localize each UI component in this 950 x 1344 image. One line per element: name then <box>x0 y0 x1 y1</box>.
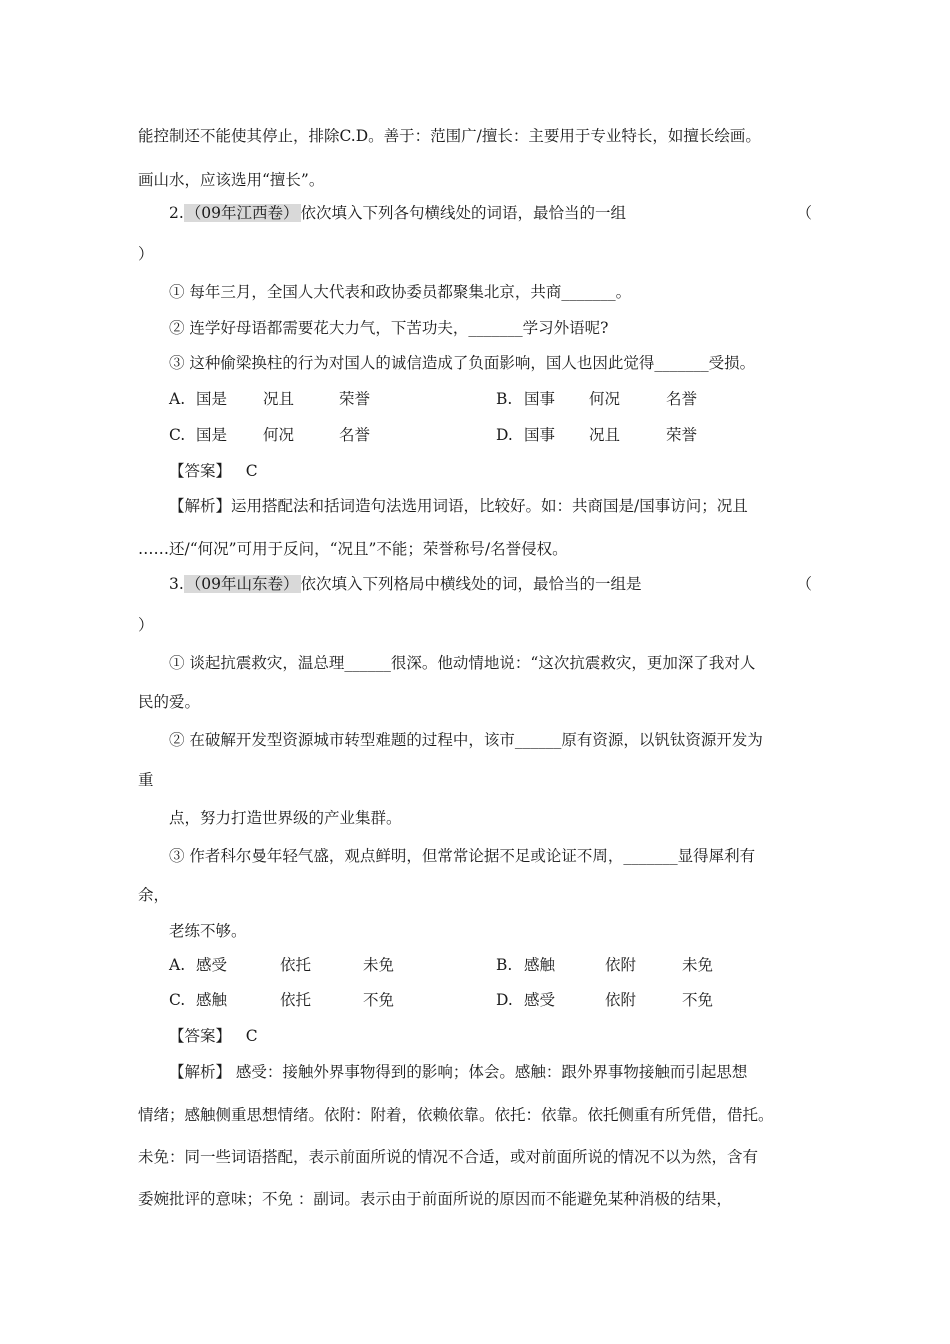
option-word: 荣誉 <box>339 390 371 408</box>
sentence-1-cont: 民的爱。 <box>138 693 201 711</box>
question-text: 依次填入下列格局中横线处的词，最恰当的一组是 <box>300 575 642 593</box>
options-row <box>169 424 769 446</box>
option-word: 何况 <box>263 426 295 444</box>
text-line: 能控制还不能使其停止，排除C.D。善于：范围广/擅长：主要用于专业特长，如擅长绘画。 <box>138 127 761 145</box>
option-word: 感触 <box>524 956 556 974</box>
answer-paren-close: ） <box>138 616 154 634</box>
sentence-3: ③ 作者科尔曼年轻气盛，观点鲜明，但常常论据不足或论证不周，_______显得犀利有 <box>169 847 756 865</box>
analysis-line: 未免：同一些词语搭配，表示前面所说的情况不合适，或对前面所说的情况不以为然，含有 <box>138 1148 759 1166</box>
option-word: 感受 <box>524 991 556 1009</box>
option-word: 依附 <box>605 991 637 1009</box>
analysis-line: 【解析】运用搭配法和括词造句法选用词语，比较好。如：共商国是/国事访问；况且 <box>169 497 748 515</box>
sentence-3-cont: 余， <box>138 886 170 904</box>
option-word: 不免 <box>363 991 395 1009</box>
option-word: 感受 <box>196 956 228 974</box>
question-source: （09年山东卷） <box>185 575 299 593</box>
question-text: 依次填入下列各句横线处的词语，最恰当的一组 <box>300 204 627 222</box>
sentence-3-cont: 老练不够。 <box>169 922 247 940</box>
option-label: C. <box>169 426 186 444</box>
sentence-1: ① 每年三月，全国人大代表和政协委员都聚集北京，共商_______。 <box>169 283 632 301</box>
question-number: 2. <box>169 204 184 222</box>
answer-value: C <box>245 1027 258 1045</box>
option-word: 国是 <box>196 426 228 444</box>
answer-paren-open: （ <box>796 575 812 593</box>
answer-paren-close: ） <box>138 245 154 263</box>
sentence-2-cont: 点，努力打造世界级的产业集群。 <box>169 809 402 827</box>
option-word: 况且 <box>263 390 295 408</box>
answer-label: 【答案】 <box>169 1027 232 1045</box>
answer-line <box>169 1025 258 1047</box>
analysis-line: 【解析】 感受：接触外界事物得到的影响；体会。感触：跟外界事物接触而引起思想 <box>169 1063 748 1081</box>
analysis-line: 情绪；感触侧重思想情绪。依附：附着，依赖依靠。依托：依靠。依托侧重有所凭借，借托。 <box>138 1106 774 1124</box>
answer-line <box>169 460 258 482</box>
option-word: 况且 <box>589 426 621 444</box>
option-label: D. <box>496 426 513 444</box>
option-word: 不免 <box>682 991 714 1009</box>
options-row <box>169 989 769 1011</box>
question-3-stem <box>169 573 812 595</box>
question-source: （09年江西卷） <box>185 204 299 222</box>
option-word: 名誉 <box>339 426 371 444</box>
option-label: D. <box>496 991 513 1009</box>
option-word: 国事 <box>524 426 556 444</box>
option-word: 依托 <box>280 991 312 1009</box>
option-label: C. <box>169 991 186 1009</box>
option-word: 荣誉 <box>666 426 698 444</box>
analysis-line: ……还/“何况”可用于反问，“况且”不能；荣誉称号/名誉侵权。 <box>138 540 568 558</box>
sentence-2: ② 连学好母语都需要花大力气，下苦功夫，_______学习外语呢? <box>169 319 609 337</box>
option-word: 国事 <box>524 390 556 408</box>
sentence-3: ③ 这种偷梁换柱的行为对国人的诚信造成了负面影响，国人也因此觉得_______受损。 <box>169 354 756 372</box>
answer-value: C <box>245 462 258 480</box>
options-row <box>169 954 769 976</box>
option-word: 名誉 <box>666 390 698 408</box>
options-row <box>169 388 769 410</box>
option-word: 国是 <box>196 390 228 408</box>
answer-label: 【答案】 <box>169 462 232 480</box>
option-label: B. <box>496 390 513 408</box>
sentence-2-cont: 重 <box>138 771 154 789</box>
answer-paren-open: （ <box>796 204 812 222</box>
option-label: B. <box>496 956 513 974</box>
option-word: 未免 <box>682 956 714 974</box>
sentence-1: ① 谈起抗震救灾，温总理______很深。他动情地说：“这次抗震救灾，更加深了我对人 <box>169 654 756 672</box>
option-word: 感触 <box>196 991 228 1009</box>
option-label: A. <box>169 390 186 408</box>
sentence-2: ② 在破解开发型资源城市转型难题的过程中，该市______原有资源，以钒钛资源开发为 <box>169 731 763 749</box>
option-word: 依附 <box>605 956 637 974</box>
option-word: 何况 <box>589 390 621 408</box>
option-label: A. <box>169 956 186 974</box>
analysis-line: 委婉批评的意味；不免 ：副词。表示由于前面所说的原因而不能避免某种消极的结果， <box>138 1190 732 1208</box>
option-word: 未免 <box>363 956 395 974</box>
text-line: 画山水，应该选用“擅长”。 <box>138 171 325 189</box>
question-2-stem <box>169 202 812 224</box>
option-word: 依托 <box>280 956 312 974</box>
question-number: 3. <box>169 575 184 593</box>
